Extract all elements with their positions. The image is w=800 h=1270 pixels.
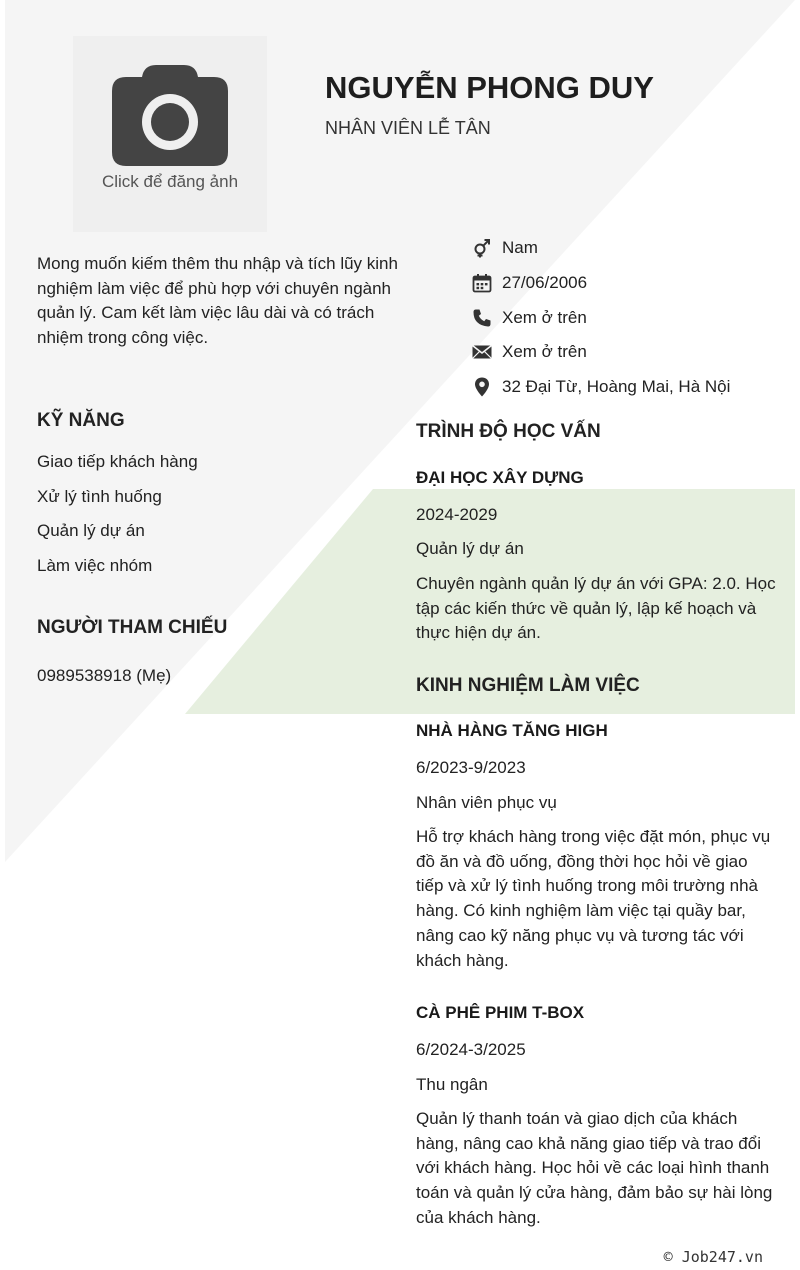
experience-description: Quản lý thanh toán và giao dịch của khách hàng, nâng cao khả năng giao tiếp và trao đổi với khách hàng. Học hỏi về các loại hình thanh toán và quản lý cửa hàng, đảm bảo sự hài lòng của khách hàng. [416, 1109, 773, 1227]
camera-icon [112, 65, 228, 166]
skill-item: Giao tiếp khách hàng [37, 452, 198, 471]
contact-email [471, 335, 791, 370]
calendar-icon [471, 272, 493, 294]
contact-phone-value: Xem ở trên [502, 307, 587, 327]
contact-phone [471, 300, 791, 335]
experience-period: 6/2024-3/2025 [416, 1040, 526, 1059]
skill-item: Quản lý dự án [37, 521, 145, 541]
job-position: NHÂN VIÊN LỄ TÂN [325, 118, 491, 138]
contact-address [471, 370, 791, 405]
education-period: 2024-2029 [416, 505, 498, 524]
contact-gender [471, 231, 791, 266]
skill-item: Làm việc nhóm [37, 556, 153, 576]
candidate-name: NGUYỄN PHONG DUY [325, 70, 654, 105]
experience-role: Nhân viên phục vụ [416, 793, 557, 812]
gender-icon [471, 237, 493, 259]
skill-item: Xử lý tình huống [37, 486, 162, 506]
contact-email-value: Xem ở trên [502, 342, 587, 362]
education-major: Quản lý dự án [416, 539, 524, 558]
experience-company: NHÀ HÀNG TĂNG HIGH [416, 721, 608, 740]
experience-period: 6/2023-9/2023 [416, 758, 526, 777]
references-heading: NGƯỜI THAM CHIẾU [37, 617, 228, 638]
contact-gender-value: Nam [502, 238, 538, 258]
contact-birthday-value: 27/06/2006 [502, 273, 588, 293]
contact-address-value: 32 Đại Từ, Hoàng Mai, Hà Nội [502, 377, 731, 397]
career-objective: Mong muốn kiếm thêm thu nhập và tích lũy kinh nghiệm làm việc để phù hợp với chuyên ngành quản lý. Cam kết làm việc lâu dài và có trách nhiệm trong công việc. [37, 254, 398, 348]
skills-list [37, 452, 377, 591]
location-pin-icon [471, 376, 493, 398]
photo-upload-label: Click để đăng ảnh [101, 172, 239, 191]
experience-company: CÀ PHÊ PHIM T-BOX [416, 1003, 585, 1022]
education-school: ĐẠI HỌC XÂY DỰNG [416, 468, 584, 487]
education-heading: TRÌNH ĐỘ HỌC VẤN [416, 421, 601, 442]
photo-upload[interactable] [73, 36, 267, 232]
phone-icon [471, 307, 493, 329]
skills-heading: KỸ NĂNG [37, 410, 125, 431]
copyright-footer[interactable]: © Job247.vn [663, 1248, 763, 1266]
education-description: Chuyên ngành quản lý dự án với GPA: 2.0. Học tập các kiến thức về quản lý, lập kế hoạch và thực hiện dự án. [416, 574, 776, 643]
contact-list [471, 231, 791, 404]
experience-role: Thu ngân [416, 1075, 488, 1094]
mail-icon [471, 341, 493, 363]
reference-item: 0989538918 (Mẹ) [37, 666, 172, 685]
experience-description: Hỗ trợ khách hàng trong việc đặt món, phục vụ đồ ăn và đồ uống, đồng thời học hỏi về giao tiếp và xử lý tình huống trong môi trường nhà hàng. Có kinh nghiệm làm việc tại quầy bar, nâng cao kỹ năng phục vụ và tương tác với khách hàng. [416, 827, 771, 970]
experience-heading: KINH NGHIỆM LÀM VIỆC [416, 675, 640, 696]
contact-birthday [471, 266, 791, 301]
references-list [37, 666, 377, 701]
